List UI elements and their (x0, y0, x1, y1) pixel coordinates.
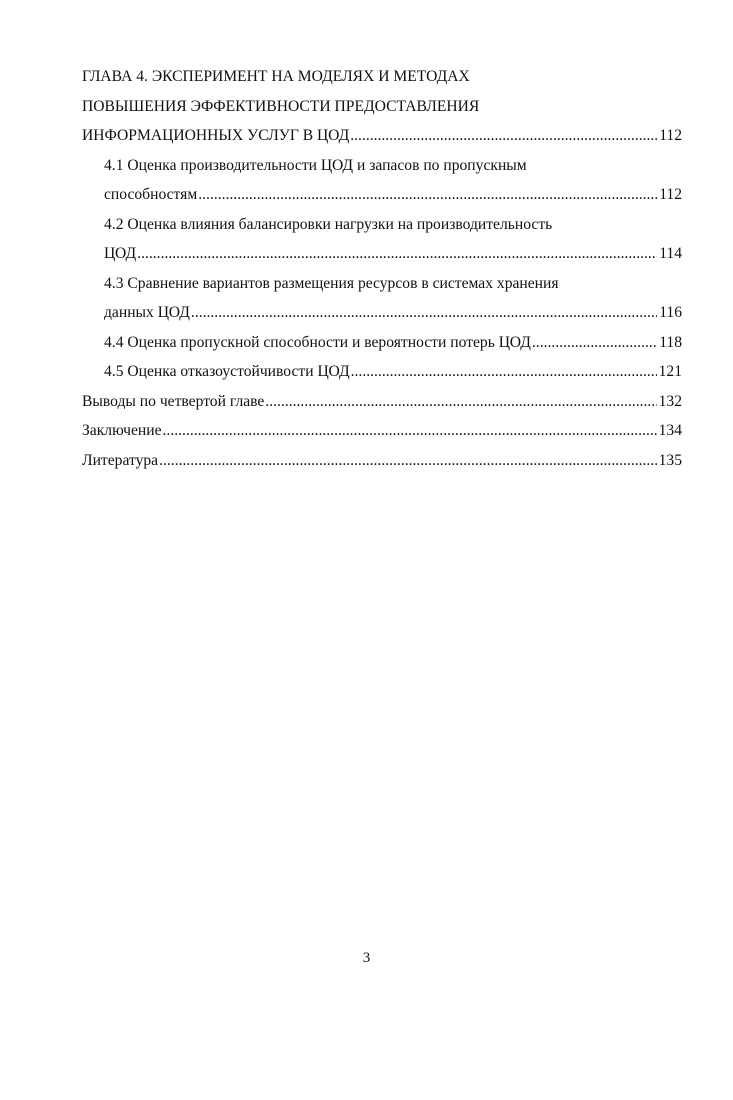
toc-entry-text: 4.4 Оценка пропускной способности и вероятности потерь ЦОД (104, 333, 531, 351)
toc-entry-text: 4.5 Оценка отказоустойчивости ЦОД (104, 363, 350, 380)
toc-entry-text: 4.1 Оценка производительности ЦОД и запасов по пропускным (104, 156, 527, 174)
dot-leader (198, 186, 657, 204)
table-of-contents (82, 68, 682, 481)
toc-entry-text: Заключение (82, 422, 162, 439)
dot-leader (163, 422, 657, 440)
page-number: 3 (362, 950, 371, 966)
toc-page-number: 121 (658, 363, 682, 380)
toc-chapter4-line2 (82, 98, 682, 128)
toc-s44[interactable] (82, 334, 682, 364)
toc-s45[interactable] (82, 363, 682, 393)
dot-leader (191, 304, 657, 322)
toc-chapter4-line3[interactable] (82, 127, 682, 157)
toc-s41-line1 (82, 157, 682, 187)
toc-page-number: 134 (658, 422, 682, 439)
toc-page-number: 118 (659, 333, 682, 351)
toc-page-number: 116 (659, 304, 682, 321)
dot-leader (350, 127, 657, 145)
toc-entry-text: ГЛАВА 4. ЭКСПЕРИМЕНТ НА МОДЕЛЯХ И МЕТОДАХ (82, 68, 470, 85)
toc-entry-text: данных ЦОД (104, 304, 190, 321)
toc-page-number: 112 (659, 127, 682, 144)
toc-page-number: 135 (658, 451, 682, 469)
toc-s41-line2[interactable] (82, 186, 682, 216)
toc-page-number: 114 (659, 245, 682, 262)
toc-chapter4-line1 (82, 68, 682, 98)
dot-leader (351, 363, 657, 381)
toc-s43-line1 (82, 275, 682, 305)
toc-conclusions4[interactable] (82, 393, 682, 423)
toc-entry-text: Литература (82, 451, 159, 469)
toc-page-number: 132 (658, 392, 682, 410)
toc-s42-line2[interactable] (82, 245, 682, 275)
toc-entry-text: ПОВЫШЕНИЯ ЭФФЕКТИВНОСТИ ПРЕДОСТАВЛЕНИЯ (82, 97, 480, 115)
toc-s43-line2[interactable] (82, 304, 682, 334)
dot-leader (137, 245, 657, 263)
toc-literature[interactable] (82, 452, 682, 482)
toc-s42-line1 (82, 216, 682, 246)
dot-leader (532, 334, 657, 352)
toc-page-number: 112 (659, 186, 682, 203)
toc-entry-text: способностям (104, 186, 198, 203)
dot-leader (159, 452, 657, 470)
toc-entry-text: 4.3 Сравнение вариантов размещения ресурсов в системах хранения (104, 274, 559, 292)
toc-entry-text: Выводы по четвертой главе (82, 392, 265, 410)
toc-entry-text: ЦОД (104, 245, 137, 262)
dot-leader (265, 393, 656, 411)
toc-entry-text: ИНФОРМАЦИОННЫХ УСЛУГ В ЦОД (82, 127, 350, 144)
toc-conclusion[interactable] (82, 422, 682, 452)
toc-entry-text: 4.2 Оценка влияния балансировки нагрузки на производительность (104, 215, 553, 233)
